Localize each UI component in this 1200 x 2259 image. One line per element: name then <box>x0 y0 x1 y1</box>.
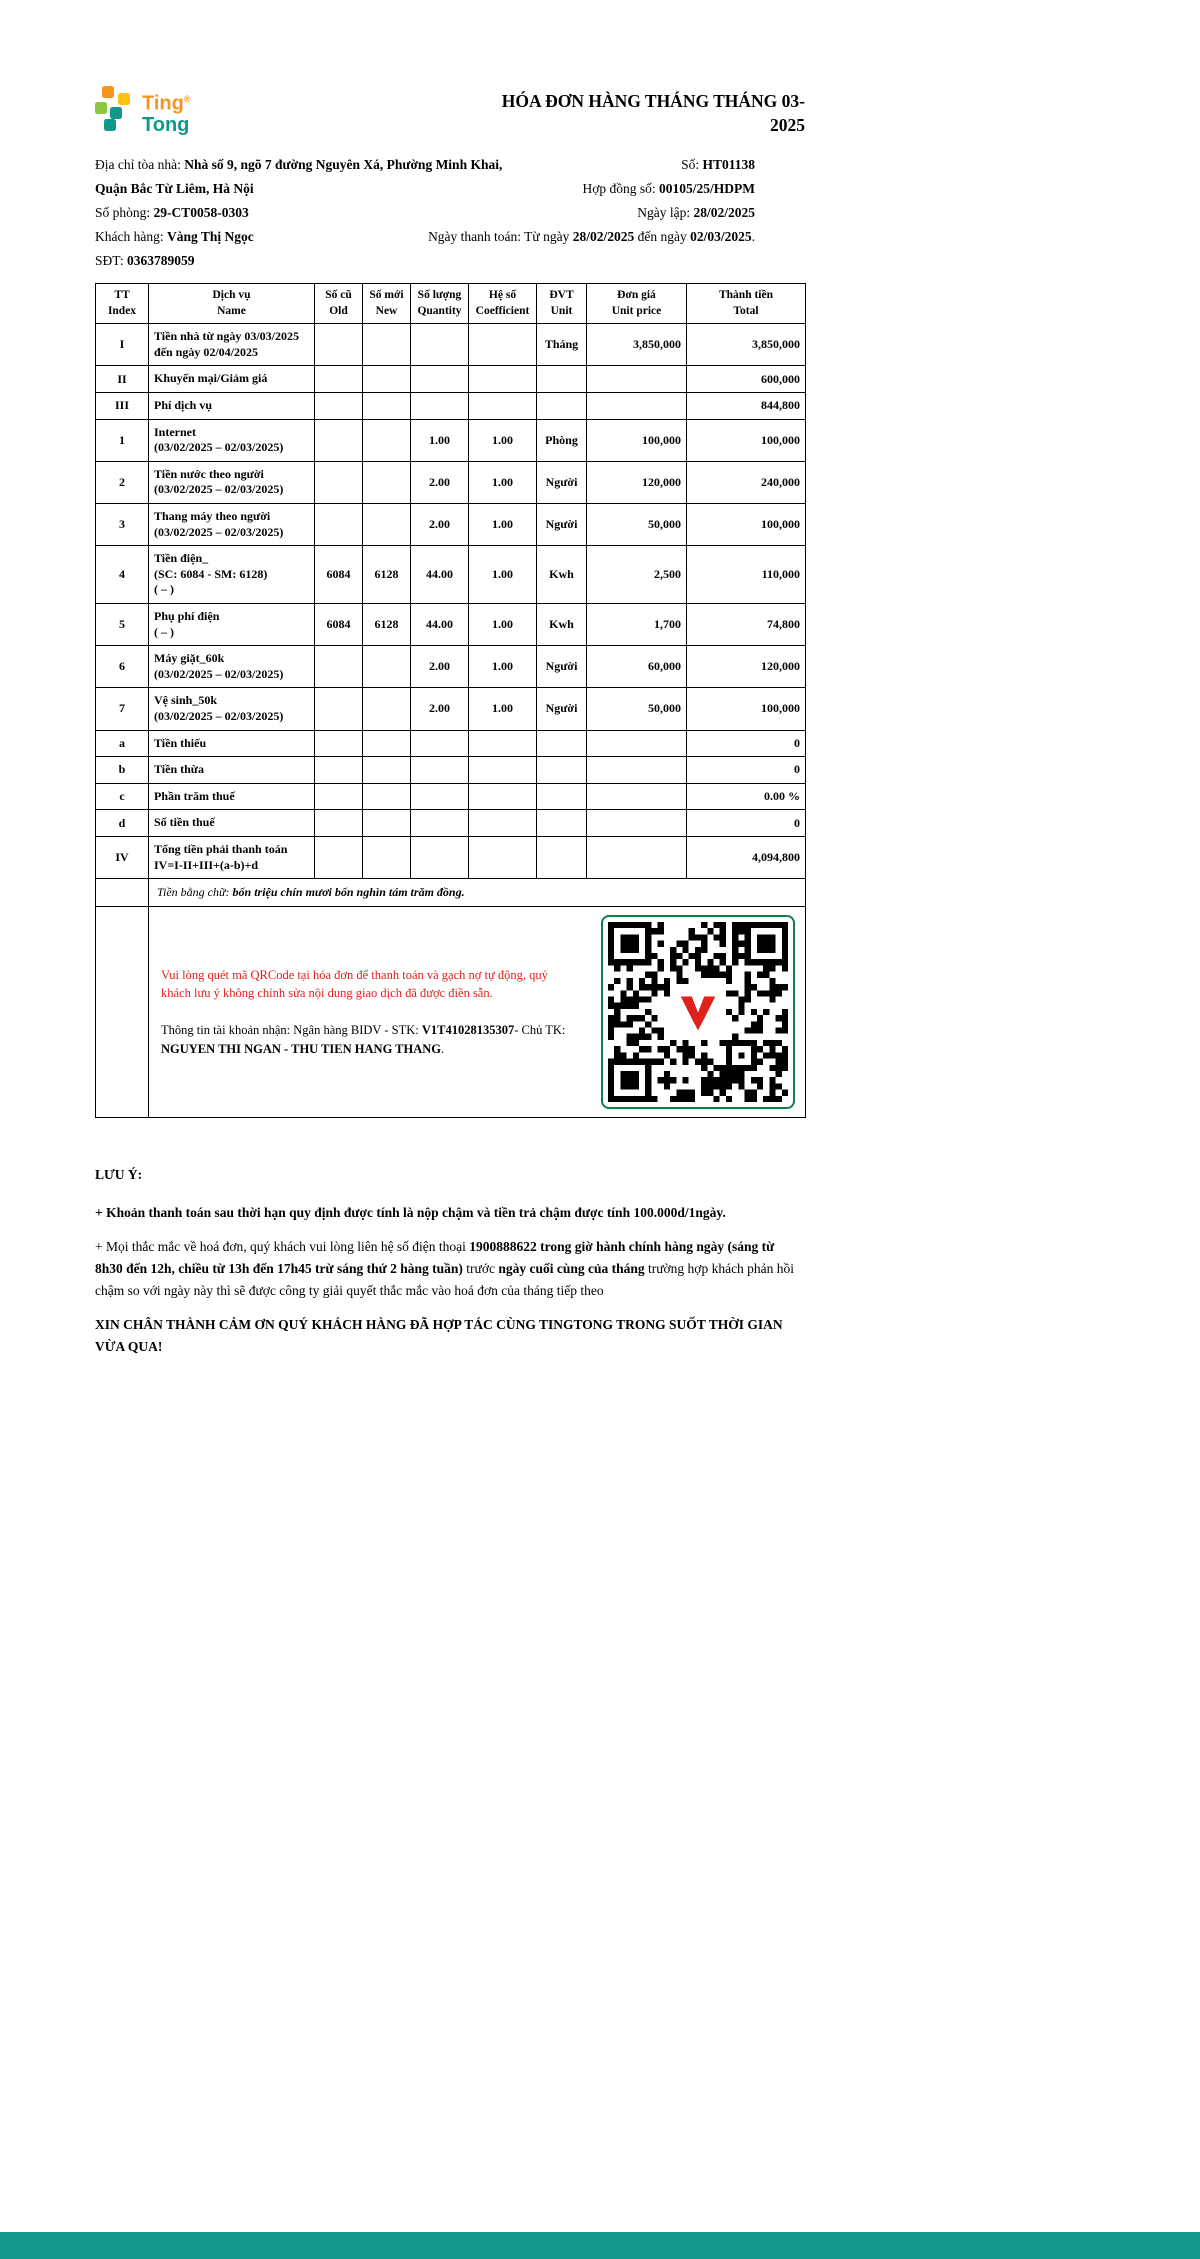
cell-total: 844,800 <box>687 393 806 420</box>
cell-total: 100,000 <box>687 504 806 546</box>
cell-unit-price: 50,000 <box>587 504 687 546</box>
cell-old <box>315 836 363 878</box>
cell-old <box>315 393 363 420</box>
cell-old <box>315 419 363 461</box>
cell-new <box>363 366 411 393</box>
cell-unit <box>537 783 587 810</box>
cell-unit-price: 50,000 <box>587 688 687 730</box>
amount-in-words: Tiền bằng chữ: bốn triệu chín mươi bốn nghìn tám trăm đồng. <box>149 879 806 907</box>
cell-unit: Kwh <box>537 546 587 604</box>
cell-old: 6084 <box>315 604 363 646</box>
cell-unit-price <box>587 783 687 810</box>
cell-unit: Phòng <box>537 419 587 461</box>
cell-index: 1 <box>96 419 149 461</box>
table-row <box>96 366 806 393</box>
column-header-new: Số mới New <box>363 284 411 324</box>
cell-total: 110,000 <box>687 546 806 604</box>
cell-old <box>315 646 363 688</box>
table-header-row <box>96 284 806 324</box>
cell-new <box>363 730 411 757</box>
column-header-old: Số cũ Old <box>315 284 363 324</box>
cell-total: 120,000 <box>687 646 806 688</box>
cell-quantity: 2.00 <box>411 688 469 730</box>
table-row <box>96 757 806 784</box>
invoice-meta <box>95 153 805 273</box>
note-late-payment: + Khoản thanh toán sau thời hạn quy định được tính là nộp chậm và tiền trả chậm được tính 100.000d/1ngày. <box>95 1204 726 1220</box>
cell-total: 3,850,000 <box>687 324 806 366</box>
cell-unit-price <box>587 810 687 837</box>
cell-new <box>363 688 411 730</box>
table-row <box>96 783 806 810</box>
table-row <box>96 730 806 757</box>
column-header-tt: TT Index <box>96 284 149 324</box>
cell-new <box>363 810 411 837</box>
column-header-total: Thành tiền Total <box>687 284 806 324</box>
invoice-info <box>335 153 755 249</box>
cell-index: 6 <box>96 646 149 688</box>
qr-instruction-note: Vui lòng quét mã QRCode tại hóa đơn để thanh toán và gạch nợ tự động, quý khách lưu ý không chỉnh sửa nội dung giao dịch đã được điền sẵn. <box>161 967 548 1001</box>
cell-coefficient <box>469 393 537 420</box>
cell-old: 6084 <box>315 546 363 604</box>
cell-index: c <box>96 783 149 810</box>
cell-service-name: Vệ sinh_50k (03/02/2025 – 02/03/2025) <box>149 688 315 730</box>
cell-quantity: 44.00 <box>411 546 469 604</box>
cell-unit-price <box>587 393 687 420</box>
column-header-unit-price: Đơn giá Unit price <box>587 284 687 324</box>
cell-index: a <box>96 730 149 757</box>
cell-unit <box>537 836 587 878</box>
cell-new <box>363 324 411 366</box>
cell-service-name: Internet (03/02/2025 – 02/03/2025) <box>149 419 315 461</box>
closing-thanks: XIN CHÂN THÀNH CẢM ƠN QUÝ KHÁCH HÀNG ĐÃ HỢP TÁC CÙNG TINGTONG TRONG SUỐT THỜI GIAN VỪA QUA! <box>95 1317 783 1354</box>
cell-unit: Người <box>537 504 587 546</box>
cell-service-name: Phần trăm thuế <box>149 783 315 810</box>
cell-service-name: Thang máy theo người (03/02/2025 – 02/03/2025) <box>149 504 315 546</box>
cell-unit-price: 60,000 <box>587 646 687 688</box>
cell-unit <box>537 366 587 393</box>
customer-name-line: Khách hàng: Vàng Thị Ngọc <box>95 229 254 245</box>
cell-coefficient <box>469 366 537 393</box>
cell-quantity <box>411 324 469 366</box>
cell-service-name: Máy giặt_60k (03/02/2025 – 02/03/2025) <box>149 646 315 688</box>
cell-index: 4 <box>96 546 149 604</box>
table-row <box>96 546 806 604</box>
cell-service-name: Phụ phí điện ( – ) <box>149 604 315 646</box>
cell-quantity: 2.00 <box>411 461 469 503</box>
invoice-number-line: Số: HT01138 <box>681 157 755 173</box>
logo-tong: Tong <box>142 113 190 136</box>
cell-coefficient: 1.00 <box>469 419 537 461</box>
cell-new: 6128 <box>363 546 411 604</box>
cell-unit-price: 100,000 <box>587 419 687 461</box>
cell-new <box>363 646 411 688</box>
cell-index-empty <box>96 879 149 907</box>
cell-quantity: 1.00 <box>411 419 469 461</box>
cell-coefficient <box>469 783 537 810</box>
cell-coefficient <box>469 730 537 757</box>
cell-total: 100,000 <box>687 688 806 730</box>
payment-period-line: Ngày thanh toán: Từ ngày 28/02/2025 đến ngày 02/03/2025. <box>428 229 755 245</box>
phone-line: SĐT: 0363789059 <box>95 253 195 269</box>
cell-service-name: Tiền thừa <box>149 757 315 784</box>
cell-index: III <box>96 393 149 420</box>
table-row <box>96 688 806 730</box>
column-header-coefficient: Hệ số Coefficient <box>469 284 537 324</box>
invoice-content <box>95 86 805 1357</box>
cell-index: 5 <box>96 604 149 646</box>
cell-new <box>363 783 411 810</box>
cell-coefficient <box>469 810 537 837</box>
cell-new <box>363 836 411 878</box>
cell-total: 600,000 <box>687 366 806 393</box>
cell-service-name: Tiền điện_ (SC: 6084 - SM: 6128) ( – ) <box>149 546 315 604</box>
cell-coefficient: 1.00 <box>469 461 537 503</box>
cell-quantity: 2.00 <box>411 504 469 546</box>
cell-new <box>363 757 411 784</box>
table-row <box>96 646 806 688</box>
cell-total: 0 <box>687 810 806 837</box>
invoice-table <box>95 283 806 1118</box>
cell-total: 0 <box>687 730 806 757</box>
cell-total: 100,000 <box>687 419 806 461</box>
cell-quantity <box>411 836 469 878</box>
cell-index: 2 <box>96 461 149 503</box>
cell-index: b <box>96 757 149 784</box>
table-row-grand-total <box>96 836 806 878</box>
logo-wordmark <box>142 86 191 136</box>
cell-unit <box>537 757 587 784</box>
cell-total: 74,800 <box>687 604 806 646</box>
cell-new <box>363 504 411 546</box>
cell-total: 0 <box>687 757 806 784</box>
column-header-service: Dịch vụ Name <box>149 284 315 324</box>
cell-index: II <box>96 366 149 393</box>
cell-index: 7 <box>96 688 149 730</box>
cell-new <box>363 393 411 420</box>
cell-old <box>315 688 363 730</box>
registered-mark: ® <box>183 94 191 104</box>
cell-unit: Tháng <box>537 324 587 366</box>
room-number-line: Số phòng: 29-CT0058-0303 <box>95 205 249 221</box>
table-row <box>96 810 806 837</box>
cell-old <box>315 461 363 503</box>
cell-new: 6128 <box>363 604 411 646</box>
cell-index-empty <box>96 907 149 1118</box>
payment-qr-section <box>149 907 806 1118</box>
column-header-unit: ĐVT Unit <box>537 284 587 324</box>
cell-index: d <box>96 810 149 837</box>
cell-unit: Người <box>537 646 587 688</box>
header <box>95 86 805 137</box>
cell-unit <box>537 730 587 757</box>
cell-quantity <box>411 730 469 757</box>
cell-index: I <box>96 324 149 366</box>
cell-unit-price: 120,000 <box>587 461 687 503</box>
issue-date-line: Ngày lập: 28/02/2025 <box>637 205 755 221</box>
building-address-line: Địa chỉ tòa nhà: Nhà số 9, ngõ 7 đường Nguyên Xá, Phường Minh Khai, Quận Bắc Từ Liêm, Hà Nội <box>95 157 503 197</box>
cell-index: 3 <box>96 504 149 546</box>
footer-notes <box>95 1164 795 1357</box>
tingtong-logo <box>95 86 191 136</box>
notes-heading: LƯU Ý: <box>95 1167 143 1183</box>
cell-coefficient <box>469 836 537 878</box>
cell-unit-price: 2,500 <box>587 546 687 604</box>
logo-ting: Ting <box>142 92 184 115</box>
cell-old <box>315 810 363 837</box>
cell-unit: Người <box>537 688 587 730</box>
cell-service-name: Tiền thiếu <box>149 730 315 757</box>
cell-old <box>315 730 363 757</box>
qr-row <box>96 907 806 1118</box>
payment-instructions <box>159 966 585 1059</box>
table-row <box>96 461 806 503</box>
table-row <box>96 604 806 646</box>
cell-new <box>363 461 411 503</box>
cell-service-name: Phí dịch vụ <box>149 393 315 420</box>
cell-total: 240,000 <box>687 461 806 503</box>
cell-quantity <box>411 757 469 784</box>
cell-unit <box>537 393 587 420</box>
receiving-account-info: Thông tin tài khoản nhận: Ngân hàng BIDV - STK: V1T41028135307- Chủ TK: NGUYEN THI NGAN - THU TIEN HANG THANG. <box>161 1023 566 1056</box>
table-row <box>96 504 806 546</box>
cell-coefficient: 1.00 <box>469 546 537 604</box>
table-row <box>96 419 806 461</box>
cell-unit: Người <box>537 461 587 503</box>
column-header-quantity: Số lượng Quantity <box>411 284 469 324</box>
cell-unit-price <box>587 366 687 393</box>
footer-brand-bar <box>0 2232 1200 2259</box>
cell-old <box>315 757 363 784</box>
cell-quantity: 2.00 <box>411 646 469 688</box>
qr-code-image <box>608 922 788 1102</box>
amount-in-words-row <box>96 879 806 907</box>
cell-unit-price <box>587 836 687 878</box>
cell-service-name: Tiền nhà từ ngày 03/03/2025 đến ngày 02/04/2025 <box>149 324 315 366</box>
cell-coefficient <box>469 757 537 784</box>
cell-unit-price: 1,700 <box>587 604 687 646</box>
cell-service-name: Tiền nước theo người (03/02/2025 – 02/03/2025) <box>149 461 315 503</box>
cell-total: 0.00 % <box>687 783 806 810</box>
cell-total: 4,094,800 <box>687 836 806 878</box>
cell-quantity <box>411 393 469 420</box>
cell-old <box>315 504 363 546</box>
cell-service-name: Tổng tiền phải thanh toán IV=I-II+III+(a-b)+d <box>149 836 315 878</box>
cell-service-name: Số tiền thuế <box>149 810 315 837</box>
cell-quantity <box>411 810 469 837</box>
cell-service-name: Khuyến mại/Giảm giá <box>149 366 315 393</box>
table-row <box>96 324 806 366</box>
payment-qr-code <box>601 915 795 1109</box>
contract-number-line: Hợp đồng số: 00105/25/HDPM <box>582 181 755 197</box>
cell-quantity: 44.00 <box>411 604 469 646</box>
cell-coefficient: 1.00 <box>469 604 537 646</box>
cell-unit-price: 3,850,000 <box>587 324 687 366</box>
cell-coefficient: 1.00 <box>469 504 537 546</box>
tingtong-logo-icon <box>95 86 135 132</box>
note-contact: + Mọi thắc mắc về hoá đơn, quý khách vui lòng liên hệ số điện thoại 1900888622 trong giờ hành chính hàng ngày (sáng từ 8h30 đến 12h, chiều từ 13h đến 17h45 trừ sáng thứ 2 hàng tuần) trước ngày cuối cùng của tháng trường hợp khách phản hồi chậm so với ngày này thì sẽ được công ty giải quyết thắc mắc vào hoá đơn của tháng tiếp theo <box>95 1239 795 1298</box>
cell-coefficient: 1.00 <box>469 688 537 730</box>
cell-unit <box>537 810 587 837</box>
cell-coefficient: 1.00 <box>469 646 537 688</box>
cell-coefficient <box>469 324 537 366</box>
cell-unit-price <box>587 757 687 784</box>
cell-index: IV <box>96 836 149 878</box>
table-row <box>96 393 806 420</box>
cell-unit: Kwh <box>537 604 587 646</box>
cell-old <box>315 324 363 366</box>
cell-old <box>315 366 363 393</box>
cell-old <box>315 783 363 810</box>
cell-quantity <box>411 783 469 810</box>
cell-unit-price <box>587 730 687 757</box>
cell-new <box>363 419 411 461</box>
invoice-title: HÓA ĐƠN HÀNG THÁNG THÁNG 03-2025 <box>501 91 805 135</box>
cell-quantity <box>411 366 469 393</box>
